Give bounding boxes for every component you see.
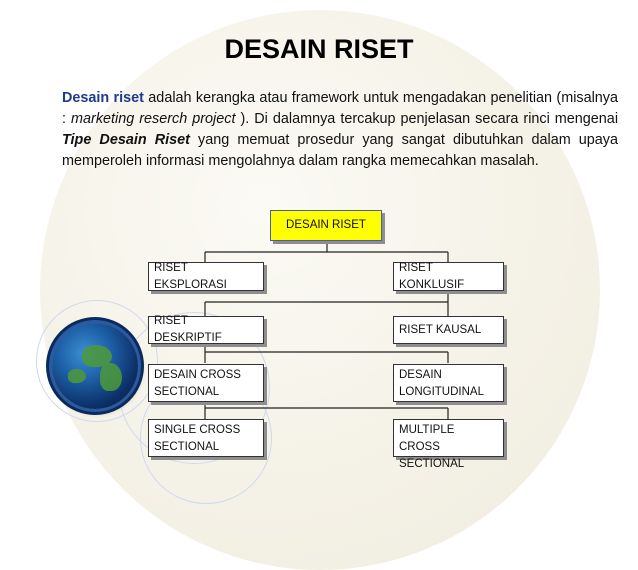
globe-icon xyxy=(52,323,138,409)
paragraph-text-2: ). Di dalamnya tercakup penjelasan secara rinci mengenai xyxy=(235,111,619,127)
paragraph-text-1: adalah kerangka atau framework untuk mengadakan penelitian (misalnya : xyxy=(62,90,618,127)
node-multiple-cross-sectional: MULTIPLE CROSS SECTIONAL xyxy=(393,419,504,457)
intro-paragraph xyxy=(62,88,618,172)
node-riset-konklusif: RISET KONKLUSIF xyxy=(393,262,504,291)
node-desain-riset: DESAIN RISET xyxy=(270,210,382,241)
node-single-cross-sectional: SINGLE CROSS SECTIONAL xyxy=(148,419,264,457)
paragraph-italic: marketing reserch project xyxy=(71,111,236,127)
page-title: DESAIN RISET xyxy=(224,34,414,64)
paragraph-bold-italic: Tipe Desain Riset xyxy=(62,132,190,148)
node-riset-deskriptif: RISET DESKRIPTIF xyxy=(148,316,264,344)
node-desain-cross-sectional: DESAIN CROSS SECTIONAL xyxy=(148,364,264,402)
node-desain-longitudinal: DESAIN LONGITUDINAL xyxy=(393,364,504,402)
paragraph-text-3: yang memuat prosedur yang sangat dibutuhkan dalam upaya memperoleh informasi mengolahnya dalam rangka memecahkan masalah. xyxy=(62,132,618,169)
keyword-desain-riset: Desain riset xyxy=(62,90,144,106)
node-riset-kausal: RISET KAUSAL xyxy=(393,316,504,344)
node-riset-eksplorasi: RISET EKSPLORASI xyxy=(148,262,264,291)
